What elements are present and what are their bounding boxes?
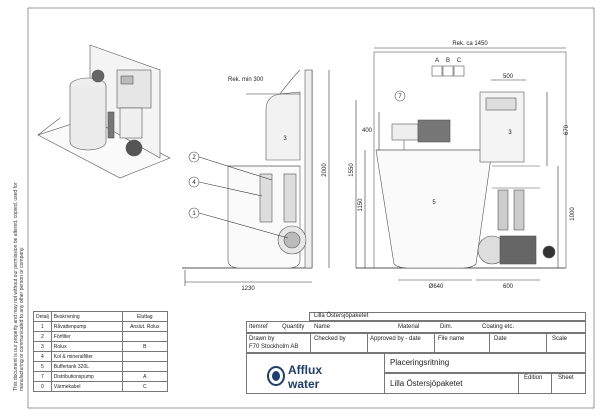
margin-note: This document is our property and may not without our permission be altered, copied, used for manufacturing or communicated to any other person or company. [13,182,25,391]
label-dim: Dim. [440,324,453,330]
parts-table [33,311,168,392]
title-name-top: Lilla Östersjöpaketet [314,313,369,319]
label-3-side: 3 [283,136,287,142]
balloon-4: 4 [192,180,196,186]
part-outlet: Anslut. Rolux [122,322,167,332]
parts-header-row [34,312,168,322]
part-number: 7 [34,372,52,382]
label-edition: Edition [524,375,543,381]
part-outlet [122,352,167,362]
front-view [356,48,566,280]
label-name: Name [314,324,331,330]
dim-600: 600 [502,284,514,290]
label-drawn-by: Drawn by [249,336,275,342]
part-outlet [122,362,167,372]
label-checked-by: Checked by [314,336,346,342]
dim-rek-ca-1450: Rek. ca 1450 [452,41,488,47]
logo-text-afflux: Afflux [288,363,322,377]
panel-c: C [456,58,462,64]
drawing-title: Lilla Östersjöpaketet [390,379,463,388]
panel-a: A [434,58,440,64]
part-number: 5 [34,362,52,372]
part-description: Distributionspump [51,372,122,382]
value-drawn-by: F70 Stockholm AB [249,344,299,350]
part-number: 2 [34,332,52,342]
part-number: 1 [34,322,52,332]
dim-rek-min-300: Rek. min 300 [228,77,264,83]
label-5-tank: 5 [432,200,436,206]
part-description: Råvattenpump [51,322,122,332]
label-material: Material [398,324,420,330]
balloon-2: 2 [192,155,196,161]
dim-1550: 1550 [349,163,355,177]
panel-b: B [445,58,451,64]
header-eluttag: Eluttag [122,312,167,322]
parts-row [34,352,168,362]
dim-640: Ø640 [428,284,444,290]
dim-1000: 1000 [570,207,576,221]
side-view [182,70,329,286]
label-itemref: Itemref [249,324,268,330]
parts-row [34,382,168,392]
dim-400: 400 [362,128,373,134]
dim-2000: 2000 [322,163,328,177]
part-number: 0 [34,382,52,392]
balloon-1: 1 [192,211,196,217]
parts-row [34,372,168,382]
part-description: Rolux [51,342,122,352]
part-number: 3 [34,342,52,352]
part-outlet [122,332,167,342]
part-description: Värmekabel [51,382,122,392]
label-approved-by: Approved by - date [370,336,421,342]
header-detalj: Detalj [34,312,52,322]
parts-row [34,332,168,342]
parts-row [34,362,168,372]
label-coating: Coating etc. [482,324,515,330]
header-beskrivning: Beskrivning [51,312,122,322]
logo-mark [266,360,346,392]
dim-670: 670 [564,124,570,136]
isometric-view [38,45,170,178]
label-date: Date [494,336,507,342]
logo-text-water: water [288,377,320,391]
part-description: Förfilter [51,332,122,342]
balloon-7: 7 [398,94,402,100]
part-description: Kol & mineralfilter [51,352,122,362]
label-quantity: Quantity [282,324,305,330]
label-file-name: File name [438,336,465,342]
part-outlet: B [122,342,167,352]
dim-1150: 1150 [358,198,364,212]
label-scale: Scale [552,336,568,342]
part-outlet: C [122,382,167,392]
part-description: Buffertank 320L [51,362,122,372]
parts-row [34,342,168,352]
dim-1230: 1230 [241,286,255,292]
part-number: 4 [34,352,52,362]
dim-500: 500 [502,74,514,80]
afflux-logo [266,360,346,392]
drawing-type: Placeringsritning [390,358,450,367]
label-sheet: Sheet [558,375,574,381]
label-3-front: 3 [508,130,512,136]
part-outlet: A [122,372,167,382]
parts-row [34,322,168,332]
